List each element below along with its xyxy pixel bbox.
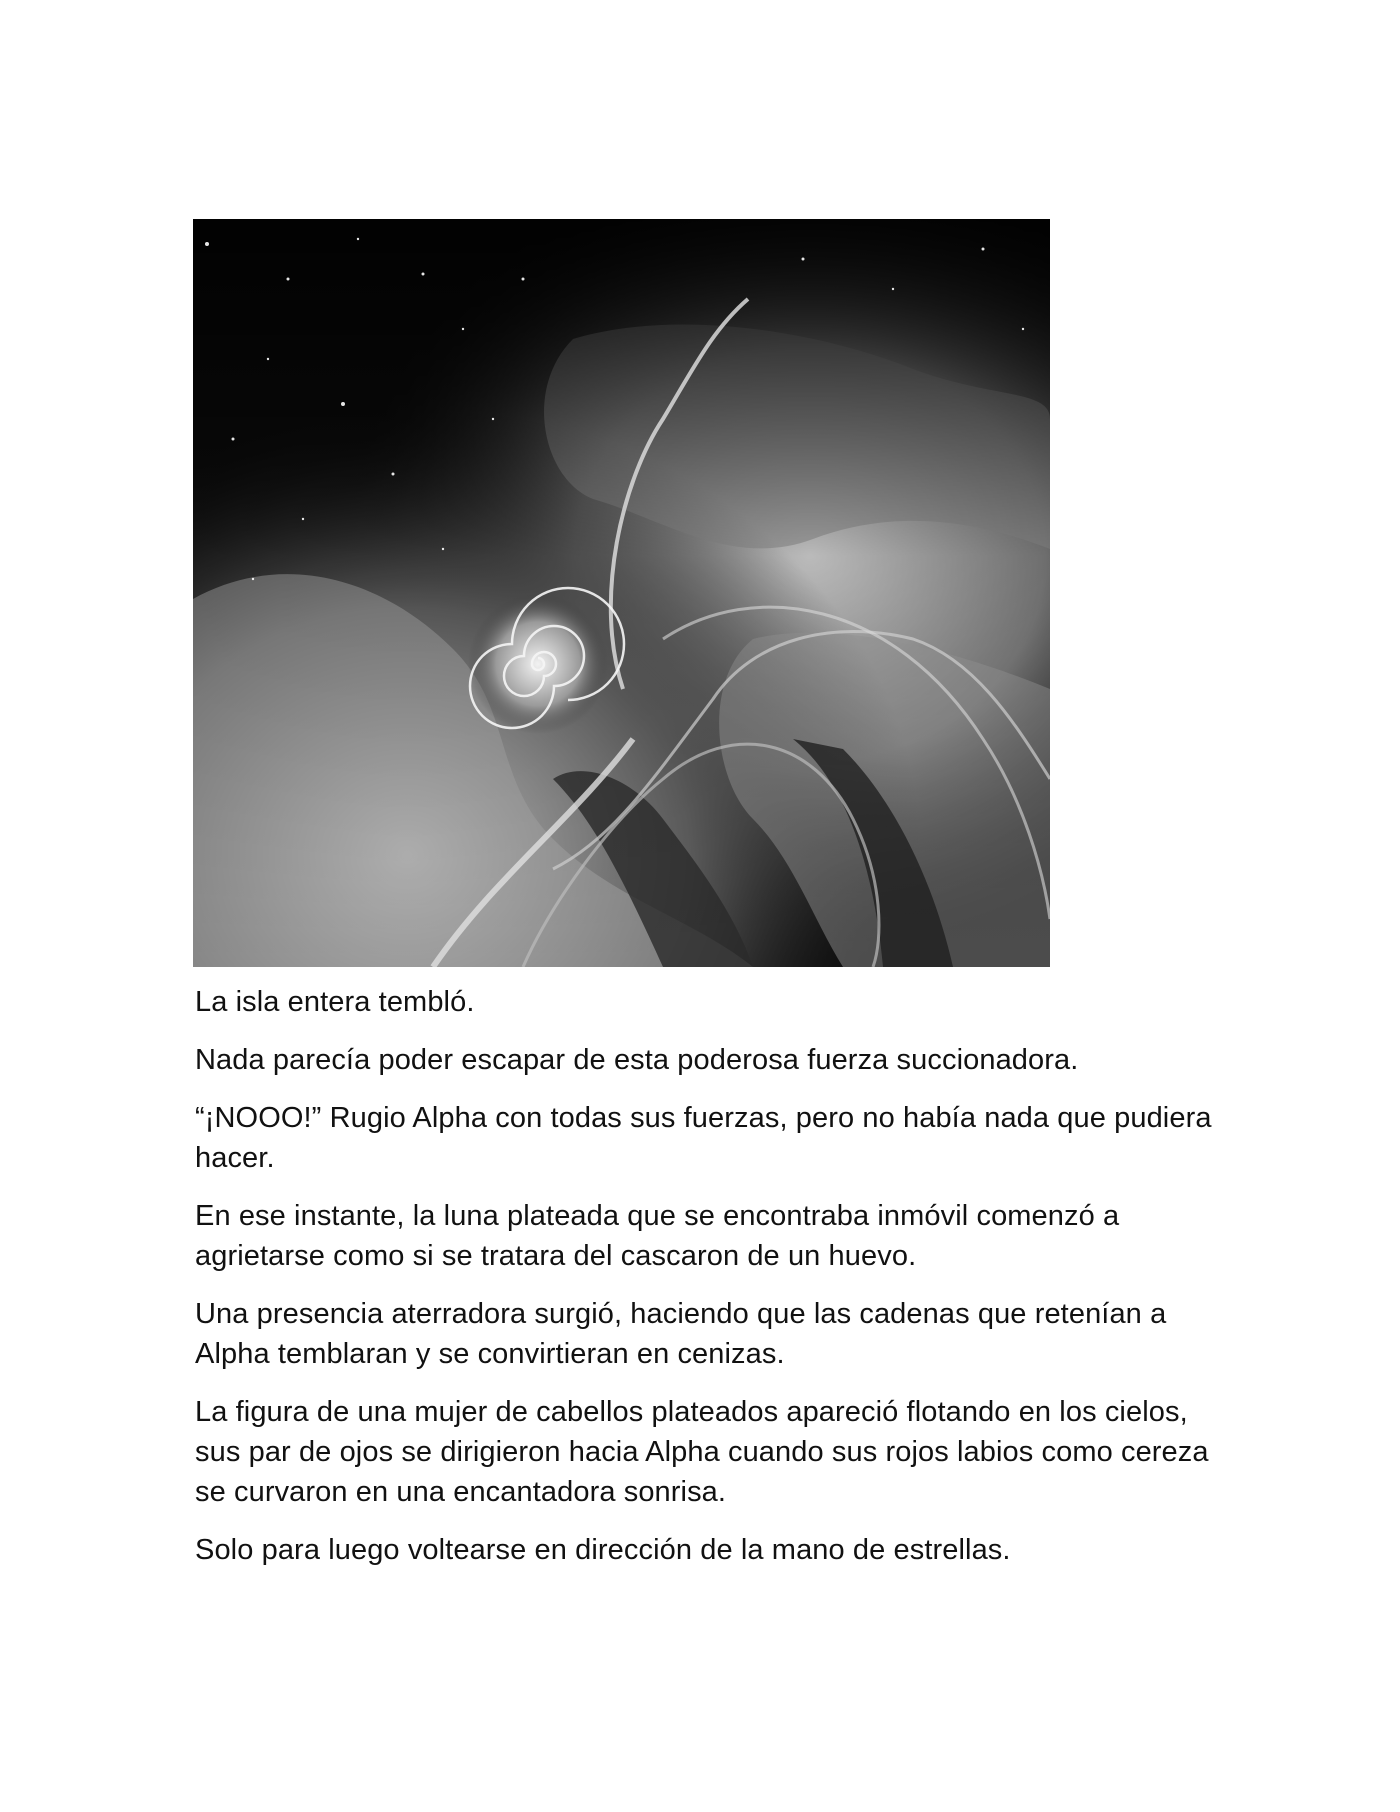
vortex-image [193, 219, 1050, 967]
story-text [195, 982, 1225, 1588]
paragraph-7: Solo para luego voltearse en dirección de la mano de estrellas. [195, 1534, 1011, 1566]
paragraph-1: La isla entera tembló. [195, 986, 475, 1018]
paragraph-4: En ese instante, la luna plateada que se encontraba inmóvil comenzó a agrietarse como si se tratara del cascaron de un huevo. [195, 1200, 1120, 1272]
paragraph-3: “¡NOOO!” Rugio Alpha con todas sus fuerzas, pero no había nada que pudiera hacer. [195, 1102, 1212, 1174]
paragraph-5: Una presencia aterradora surgió, haciendo que las cadenas que retenían a Alpha temblaran y se convirtieran en cenizas. [195, 1298, 1167, 1370]
cosmic-vortex-illustration [193, 219, 1050, 967]
paragraph-6: La figura de una mujer de cabellos plateados apareció flotando en los cielos, sus par de ojos se dirigieron hacia Alpha cuando sus rojos labios como cereza se curvaron en una encantadora sonrisa. [195, 1396, 1209, 1508]
paragraph-2: Nada parecía poder escapar de esta poderosa fuerza succionadora. [195, 1044, 1079, 1076]
